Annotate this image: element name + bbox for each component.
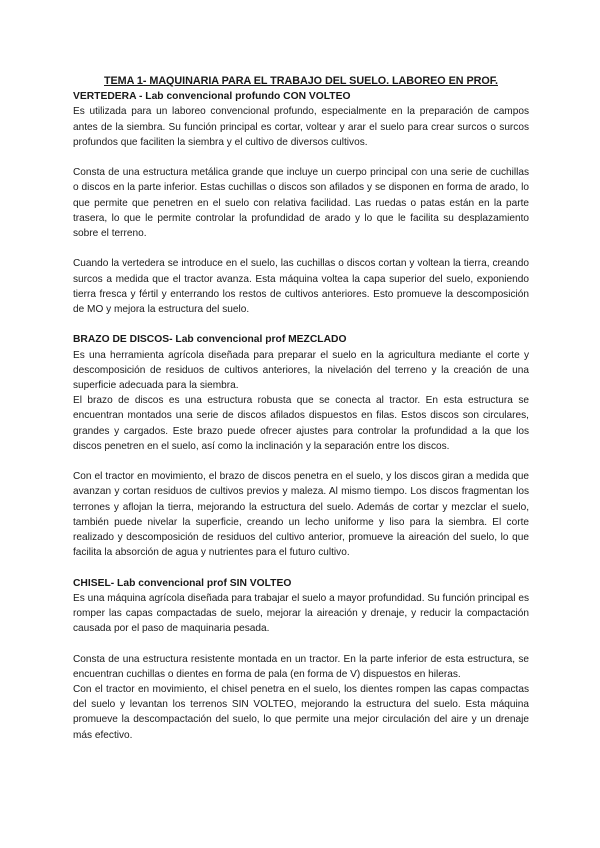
paragraph: Con el tractor en movimiento, el chisel penetra en el suelo, los dientes rompen las capas compactas del suelo y levantan los terrenos SIN VOLTEO, mejorando la estructura del suelo. Esta máquina promueve la descompactación del suelo, lo que permite una mejor circulación del aire y un drenaje más efectivo. xyxy=(73,684,529,741)
section-heading-vertedera: VERTEDERA - Lab convencional profundo CON VOLTEO xyxy=(73,91,351,103)
paragraph-spacer xyxy=(73,636,529,651)
paragraph: Es una máquina agrícola diseñada para trabajar el suelo a mayor profundidad. Su función principal es romper las capas compactadas de suelo, mejorar la aireación y drenaje, y reducir la compactación causada por el paso de maquinaria pesada. xyxy=(73,592,529,635)
paragraph-spacer xyxy=(73,454,529,469)
paragraph: Es una herramienta agrícola diseñada para preparar el suelo en la agricultura mediante el corte y descomposición de residuos de cultivos anteriores, la nivelación del terreno y la creación de una superficie adecuada para la siembra. xyxy=(73,349,529,392)
paragraph: Con el tractor en movimiento, el brazo de discos penetra en el suelo, y los discos giran a medida que avanzan y cortan residuos de cultivos previos y maleza. Al mismo tiempo. Los discos fragmentan los terrones y aflojan la tierra, mejorando la estructura del suelo. Además de cortar y mezclar el suelo, también puede nivelar la superficie, creando un lecho uniforme y liso para la siembra. El corte realizado y descomposición de residuos del cultivo anterior, promueve la aireación del suelo, lo que facilita la absorción de agua y nutrientes para el futuro cultivo. xyxy=(73,471,529,559)
paragraph: Cuando la vertedera se introduce en el suelo, las cuchillas o discos cortan y voltean la tierra, creando surcos a medida que el tractor avanza. Esta máquina voltea la capa superior del suelo, exponiendo tierra fresca y fértil y enterrando los restos de cultivos anteriores. Esto promueve la descomposición de MO y mejora la estructura del suelo. xyxy=(73,258,529,316)
paragraph-spacer xyxy=(73,150,529,165)
paragraph-spacer xyxy=(73,241,529,256)
paragraph: Consta de una estructura resistente montada en un tractor. En la parte inferior de esta estructura, se encuentran cuchillas o dientes en forma de pala (en forma de V) dispuestos en hileras. xyxy=(73,653,529,680)
paragraph: El brazo de discos es una estructura robusta que se conecta al tractor. En esta estructura se encuentran montados una serie de discos afilados dispuestos en filas. Estos discos son circulares, grandes y cargados. Este brazo puede ofrecer ajustes para controlar la profundidad a la que los discos penetren en el suelo, así como la inclinación y la separación entre los discos. xyxy=(73,395,529,452)
paragraph: Consta de una estructura metálica grande que incluye un cuerpo principal con una serie de cuchillas o discos en la parte inferior. Estas cuchillas o discos son afilados y se disponen en forma de arado, lo que permite que penetren en el suelo con relativa facilidad. Las ruedas o patas están en la parte trasera, lo que le permite controlar la profundidad de arado y lo que le facilita su desplazamiento sobre el terreno. xyxy=(73,167,529,240)
document-page xyxy=(73,74,529,743)
section-heading-brazo-de-discos: BRAZO DE DISCOS- Lab convencional prof MEZCLADO xyxy=(73,334,347,346)
document-title: TEMA 1- MAQUINARIA PARA EL TRABAJO DEL SUELO. LABOREO EN PROF. xyxy=(103,75,498,87)
paragraph: Es utilizada para un laboreo convencional profundo, especialmente en la preparación de campos antes de la siembra. Su función principal es cortar, voltear y arar el suelo para crear surcos o surcos profundos que faciliten la siembra y el cultivo de diversos cultivos. xyxy=(73,106,529,148)
section-spacer xyxy=(73,560,529,575)
section-heading-chisel: CHISEL- Lab convencional prof SIN VOLTEO xyxy=(73,577,292,589)
section-spacer xyxy=(73,317,529,332)
